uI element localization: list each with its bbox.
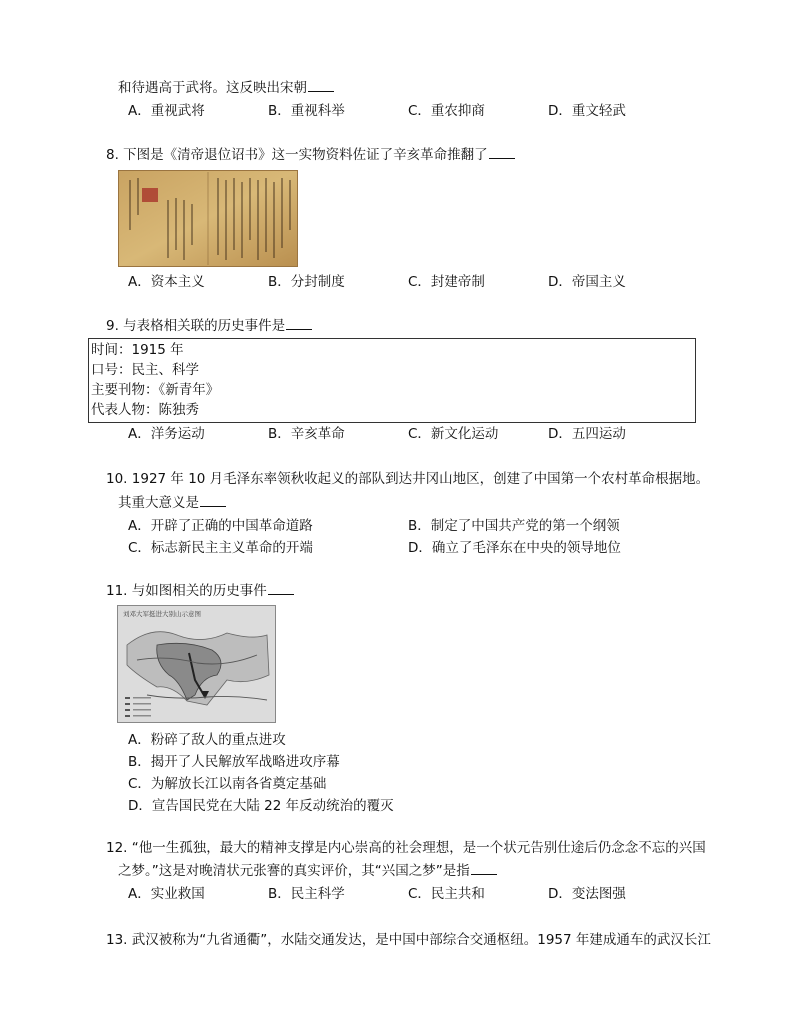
q7-option-b[interactable]: B．重视科举	[268, 103, 345, 119]
q7-stem-continuation	[118, 79, 334, 97]
q9-option-a[interactable]: A．洋务运动	[128, 426, 205, 442]
q10-stem-text: 其重大意义是	[118, 495, 199, 511]
table-row: 时间：1915 年	[91, 342, 184, 358]
q12-option-b[interactable]: B．民主科学	[268, 886, 345, 902]
q9-stem	[106, 317, 312, 335]
q9-option-c[interactable]: C．新文化运动	[408, 426, 499, 442]
q10-option-c[interactable]: C．标志新民主主义革命的开端	[128, 540, 313, 556]
map-graphic	[117, 605, 276, 723]
answer-blank	[308, 79, 334, 92]
q10-stem-line1: 10. 1927 年 10 月毛泽东率领秋收起义的部队到达井冈山地区，创建了中国第一个农村革命根据地。	[106, 471, 710, 487]
q11-option-b[interactable]: B．揭开了人民解放军战略进攻序幕	[128, 754, 340, 770]
q7-option-c[interactable]: C．重农抑商	[408, 103, 485, 119]
q12-option-a[interactable]: A．实业救国	[128, 886, 205, 902]
q13-stem-line1: 13. 武汉被称为“九省通衢”，水陆交通发达，是中国中部综合交通枢纽。1957 年建成通车的武汉长江	[106, 932, 711, 948]
answer-blank	[286, 317, 312, 330]
q8-option-b[interactable]: B．分封制度	[268, 274, 345, 290]
q11-option-d[interactable]: D．宣告国民党在大陆 22 年反动统治的覆灭	[128, 798, 394, 814]
answer-blank	[489, 146, 515, 159]
q7-stem-text: 和待遇高于武将。这反映出宋朝	[118, 80, 307, 96]
q11-option-c[interactable]: C．为解放长江以南各省奠定基础	[128, 776, 327, 792]
q12-stem-text: 之梦。”这是对晚清状元张謇的真实评价，其“兴国之梦”是指	[118, 863, 470, 879]
q11-stem-text: 11. 与如图相关的历史事件	[106, 583, 267, 599]
q8-option-c[interactable]: C．封建帝制	[408, 274, 485, 290]
q12-stem-line1: 12. “他一生孤独，最大的精神支撑是内心崇高的社会理想，是一个状元告别仕途后仍念念不忘的兴国	[106, 840, 706, 856]
q10-option-d[interactable]: D．确立了毛泽东在中央的领导地位	[408, 540, 621, 556]
q12-option-c[interactable]: C．民主共和	[408, 886, 485, 902]
table-row: 代表人物：陈独秀	[91, 402, 199, 418]
red-seal-icon	[142, 188, 158, 202]
q8-option-a[interactable]: A．资本主义	[128, 274, 205, 290]
q10-stem-line2	[118, 494, 226, 512]
q8-stem	[106, 146, 515, 164]
q8-option-d[interactable]: D．帝国主义	[548, 274, 626, 290]
q8-stem-text: 8. 下图是《清帝退位诏书》这一实物资料佐证了辛亥革命推翻了	[106, 147, 488, 163]
q9-stem-text: 9. 与表格相关联的历史事件是	[106, 318, 286, 334]
q9-info-table	[88, 338, 696, 423]
q10-option-b[interactable]: B．制定了中国共产党的第一个纲领	[408, 518, 620, 534]
table-row: 口号：民主、科学	[91, 362, 199, 378]
q10-option-a[interactable]: A．开辟了正确的中国革命道路	[128, 518, 313, 534]
q7-option-a[interactable]: A．重视武将	[128, 103, 205, 119]
answer-blank	[268, 582, 294, 595]
q7-option-d[interactable]: D．重文轻武	[548, 103, 626, 119]
q11-stem	[106, 582, 294, 600]
table-row: 主要刊物：《新青年》	[91, 382, 220, 398]
q12-stem-line2	[118, 862, 497, 880]
qing-abdication-edict-image	[118, 170, 298, 267]
q9-option-b[interactable]: B．辛亥革命	[268, 426, 345, 442]
answer-blank	[471, 862, 497, 875]
answer-blank	[200, 494, 226, 507]
map-title: 刘邓大军挺进大别山示意图	[123, 610, 201, 618]
dabie-mountain-march-map-image	[117, 605, 276, 723]
q9-option-d[interactable]: D．五四运动	[548, 426, 626, 442]
edict-photo	[118, 170, 298, 267]
q11-option-a[interactable]: A．粉碎了敌人的重点进攻	[128, 732, 286, 748]
q12-option-d[interactable]: D．变法图强	[548, 886, 626, 902]
